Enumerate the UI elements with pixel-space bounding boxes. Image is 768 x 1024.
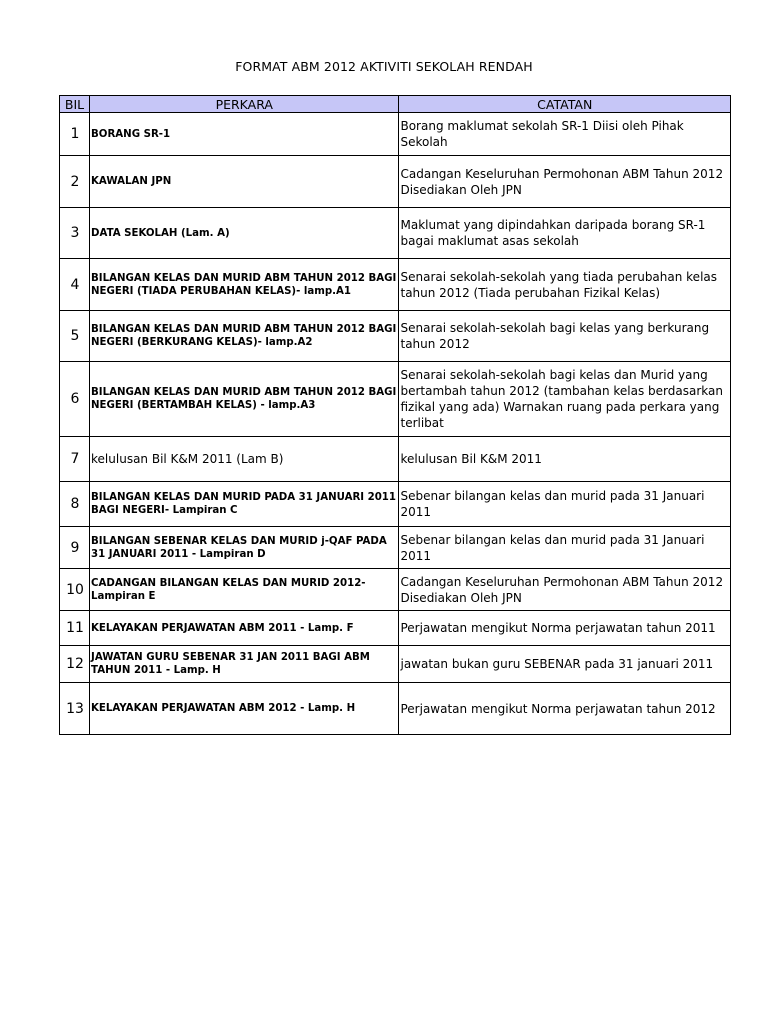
- table-row: [60, 311, 731, 362]
- row-perkara: BILANGAN KELAS DAN MURID ABM TAHUN 2012 BAGI NEGERI (BERKURANG KELAS)- lamp.A2: [90, 311, 399, 362]
- row-perkara: KELAYAKAN PERJAWATAN ABM 2011 - Lamp. F: [90, 611, 399, 646]
- row-catatan: Borang maklumat sekolah SR-1 Diisi oleh Pihak Sekolah: [399, 113, 731, 156]
- table-row: [60, 482, 731, 527]
- table-row: [60, 437, 731, 482]
- table-row: [60, 611, 731, 646]
- row-catatan: Perjawatan mengikut Norma perjawatan tahun 2011: [399, 611, 731, 646]
- row-catatan: Cadangan Keseluruhan Permohonan ABM Tahun 2012 Disediakan Oleh JPN: [399, 156, 731, 208]
- row-catatan: Cadangan Keseluruhan Permohonan ABM Tahun 2012 Disediakan Oleh JPN: [399, 569, 731, 611]
- header-bil: BIL: [60, 96, 90, 113]
- row-perkara: BORANG SR-1: [90, 113, 399, 156]
- row-catatan: jawatan bukan guru SEBENAR pada 31 januari 2011: [399, 646, 731, 683]
- table-row: [60, 156, 731, 208]
- row-catatan: Sebenar bilangan kelas dan murid pada 31 Januari 2011: [399, 527, 731, 569]
- table-row: [60, 208, 731, 259]
- row-perkara: DATA SEKOLAH (Lam. A): [90, 208, 399, 259]
- row-perkara: KELAYAKAN PERJAWATAN ABM 2012 - Lamp. H: [90, 683, 399, 735]
- row-catatan: Sebenar bilangan kelas dan murid pada 31 Januari 2011: [399, 482, 731, 527]
- table-row: [60, 646, 731, 683]
- row-number: 2: [60, 156, 90, 208]
- row-perkara: CADANGAN BILANGAN KELAS DAN MURID 2012- Lampiran E: [90, 569, 399, 611]
- row-perkara: JAWATAN GURU SEBENAR 31 JAN 2011 BAGI ABM TAHUN 2011 - Lamp. H: [90, 646, 399, 683]
- row-number: 13: [60, 683, 90, 735]
- row-catatan: Senarai sekolah-sekolah bagi kelas dan Murid yang bertambah tahun 2012 (tambahan kelas berdasarkan fizikal yang ada) Warnakan ruang pada perkara yang terlibat: [399, 362, 731, 437]
- row-catatan: Senarai sekolah-sekolah bagi kelas yang berkurang tahun 2012: [399, 311, 731, 362]
- row-number: 7: [60, 437, 90, 482]
- row-perkara: BILANGAN SEBENAR KELAS DAN MURID j-QAF PADA 31 JANUARI 2011 - Lampiran D: [90, 527, 399, 569]
- header-catatan: CATATAN: [399, 96, 731, 113]
- row-number: 1: [60, 113, 90, 156]
- row-perkara: BILANGAN KELAS DAN MURID ABM TAHUN 2012 BAGI NEGERI (TIADA PERUBAHAN KELAS)- lamp.A1: [90, 259, 399, 311]
- table-row: [60, 569, 731, 611]
- document-title: FORMAT ABM 2012 AKTIVITI SEKOLAH RENDAH: [235, 59, 533, 74]
- row-number: 4: [60, 259, 90, 311]
- table-row: [60, 113, 731, 156]
- row-catatan: Maklumat yang dipindahkan daripada borang SR-1 bagai maklumat asas sekolah: [399, 208, 731, 259]
- row-number: 6: [60, 362, 90, 437]
- row-number: 3: [60, 208, 90, 259]
- table-row: [60, 683, 731, 735]
- table-row: [60, 527, 731, 569]
- row-number: 10: [60, 569, 90, 611]
- row-perkara: BILANGAN KELAS DAN MURID PADA 31 JANUARI 2011 BAGI NEGERI- Lampiran C: [90, 482, 399, 527]
- table-row: [60, 259, 731, 311]
- row-number: 9: [60, 527, 90, 569]
- row-perkara: KAWALAN JPN: [90, 156, 399, 208]
- row-number: 8: [60, 482, 90, 527]
- row-perkara: kelulusan Bil K&M 2011 (Lam B): [90, 437, 399, 482]
- activities-table: [59, 95, 731, 735]
- row-number: 5: [60, 311, 90, 362]
- row-number: 12: [60, 646, 90, 683]
- table-header-row: [60, 96, 731, 113]
- header-perkara: PERKARA: [90, 96, 399, 113]
- row-perkara: BILANGAN KELAS DAN MURID ABM TAHUN 2012 BAGI NEGERI (BERTAMBAH KELAS) - lamp.A3: [90, 362, 399, 437]
- row-catatan: kelulusan Bil K&M 2011: [399, 437, 731, 482]
- row-number: 11: [60, 611, 90, 646]
- row-catatan: Perjawatan mengikut Norma perjawatan tahun 2012: [399, 683, 731, 735]
- row-catatan: Senarai sekolah-sekolah yang tiada perubahan kelas tahun 2012 (Tiada perubahan Fizikal Kelas): [399, 259, 731, 311]
- table-row: [60, 362, 731, 437]
